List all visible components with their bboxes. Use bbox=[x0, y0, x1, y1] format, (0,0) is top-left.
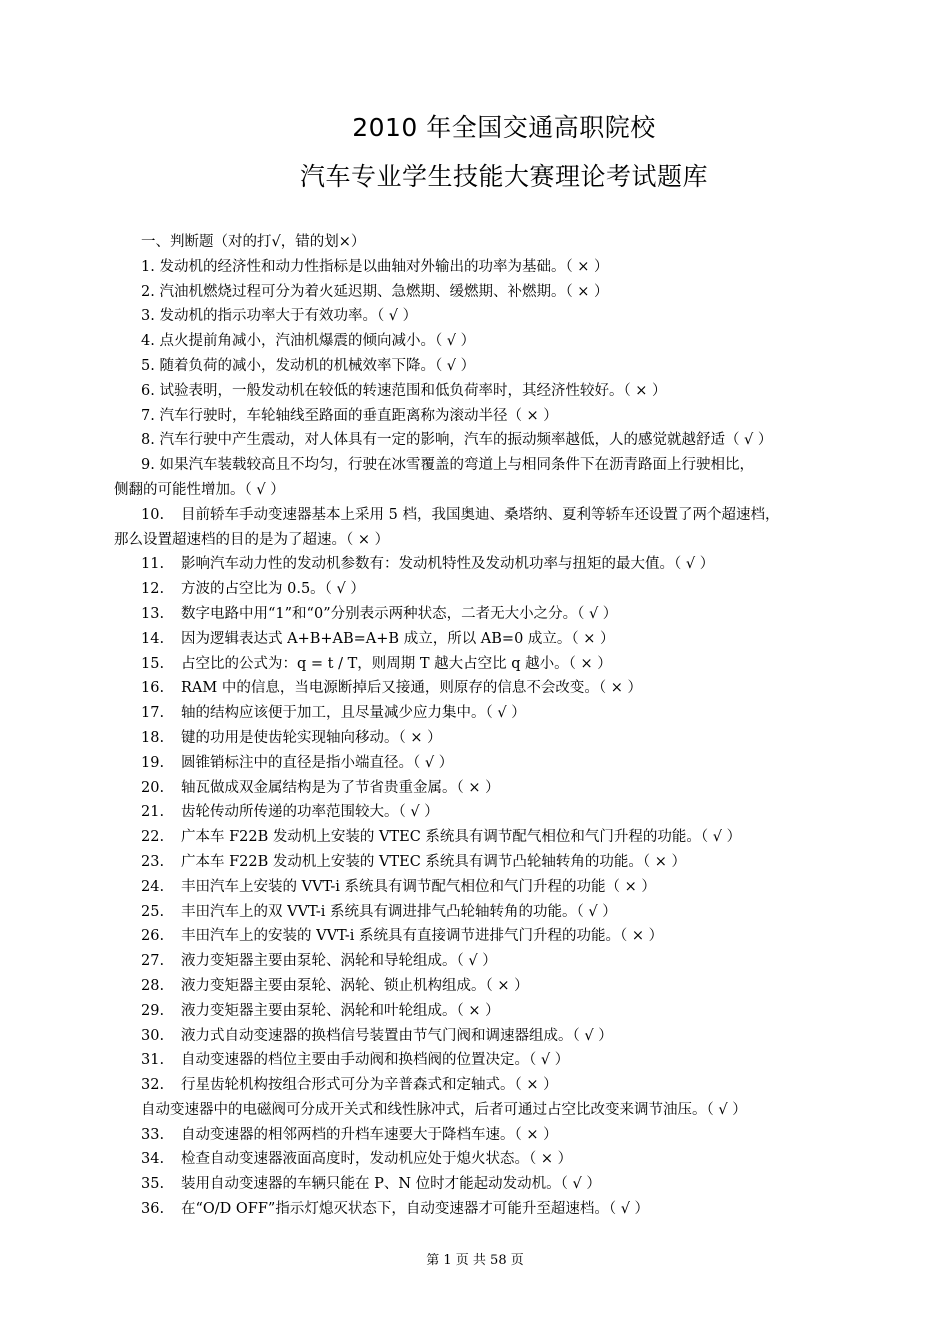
item-text: 液力变矩器主要由泵轮、涡轮和叶轮组成。（ × ） bbox=[181, 1002, 500, 1019]
item-text: 液力变矩器主要由泵轮、涡轮、锁止机构组成。（ × ） bbox=[181, 977, 529, 994]
item-number: 25. bbox=[141, 903, 165, 920]
item-number: 27. bbox=[141, 953, 165, 970]
item-number: 36. bbox=[141, 1201, 165, 1218]
item-number: 35. bbox=[141, 1176, 165, 1193]
list-item bbox=[114, 1024, 864, 1049]
list-item-continuation: 那么设置超速档的目的是为了超速。（ × ） bbox=[114, 531, 390, 548]
section-heading: 一、判断题（对的打√，错的划×） bbox=[141, 234, 366, 250]
list-item bbox=[114, 1123, 864, 1148]
list-item bbox=[114, 974, 864, 999]
item-text: 丰田汽车上的安装的 VVT-i 系统具有直接调节进排气门升程的功能。（ × ） bbox=[181, 928, 664, 945]
item-number: 18. bbox=[141, 729, 165, 746]
item-number: 17. bbox=[141, 705, 165, 722]
list-item bbox=[114, 1147, 864, 1172]
item-number: 19. bbox=[141, 754, 165, 771]
page-footer: 第 1 页 共 58 页 bbox=[426, 1253, 524, 1268]
item-number: 16. bbox=[141, 680, 165, 697]
list-item: 3. 发动机的指示功率大于有效功率。（ √ ） bbox=[141, 308, 418, 325]
item-text: 键的功用是使齿轮实现轴向移动。（ × ） bbox=[181, 729, 442, 746]
item-text: 广本车 F22B 发动机上安装的 VTEC 系统具有调节凸轮轴转角的功能。（ × ） bbox=[181, 853, 687, 870]
item-text: 在“O/D OFF”指示灯熄灭状态下，自动变速器才可能升至超速档。（ √ ） bbox=[181, 1201, 650, 1218]
list-item bbox=[114, 602, 864, 627]
item-number: 31. bbox=[141, 1052, 165, 1069]
list-item bbox=[114, 1048, 864, 1073]
item-text: 丰田汽车上的双 VVT-i 系统具有调进排气凸轮轴转角的功能。（ √ ） bbox=[181, 903, 617, 920]
list-item: 8. 汽车行驶中产生震动，对人体具有一定的影响，汽车的振动频率越低，人的感觉就越舒适（ √ ） bbox=[141, 432, 773, 449]
list-item bbox=[114, 1172, 864, 1197]
item-text: 液力变矩器主要由泵轮、涡轮和导轮组成。（ √ ） bbox=[181, 953, 497, 970]
list-item bbox=[114, 552, 864, 577]
list-item: 1. 发动机的经济性和动力性指标是以曲轴对外输出的功率为基础。（ × ） bbox=[141, 258, 609, 275]
list-item bbox=[114, 577, 864, 602]
item-text: 圆锥销标注中的直径是指小端直径。（ √ ） bbox=[181, 754, 454, 771]
item-text: 广本车 F22B 发动机上安装的 VTEC 系统具有调节配气相位和气门升程的功能。（ √ ） bbox=[181, 829, 742, 846]
item-text: 装用自动变速器的车辆只能在 P、N 位时才能起动发动机。（ √ ） bbox=[181, 1176, 601, 1193]
numbered-items-33-36 bbox=[114, 1123, 864, 1222]
list-item bbox=[114, 652, 864, 677]
list-item bbox=[114, 800, 864, 825]
list-item bbox=[114, 999, 864, 1024]
item-text: 齿轮传动所传递的功率范围较大。（ √ ） bbox=[181, 804, 439, 821]
item-text: 自动变速器的档位主要由手动阀和换档阀的位置决定。（ √ ） bbox=[181, 1052, 570, 1069]
list-item bbox=[114, 850, 864, 875]
list-item bbox=[114, 1073, 864, 1098]
list-item bbox=[114, 924, 864, 949]
item-number: 22. bbox=[141, 829, 165, 846]
numbered-items-11-32 bbox=[114, 552, 864, 1098]
item-number: 11. bbox=[141, 556, 165, 573]
item-number: 33. bbox=[141, 1126, 165, 1143]
document-title-line2: 汽车专业学生技能大赛理论考试题库 bbox=[299, 162, 708, 191]
question-list bbox=[114, 230, 864, 1222]
item-text: 方波的占空比为 0.5。（ √ ） bbox=[181, 581, 365, 598]
list-item: 4. 点火提前角减小，汽油机爆震的倾向减小。（ √ ） bbox=[141, 333, 476, 350]
item-number: 12. bbox=[141, 581, 165, 598]
item-number: 24. bbox=[141, 878, 165, 895]
item-number: 32. bbox=[141, 1077, 165, 1094]
list-item: 5. 随着负荷的减小，发动机的机械效率下降。（ √ ） bbox=[141, 357, 476, 374]
item-number: 30. bbox=[141, 1027, 165, 1044]
list-item bbox=[114, 751, 864, 776]
item-text: 检查自动变速器液面高度时，发动机应处于熄火状态。（ × ） bbox=[181, 1151, 573, 1168]
item-text: 液力式自动变速器的换档信号装置由节气门阀和调速器组成。（ √ ） bbox=[181, 1027, 613, 1044]
item-number: 14. bbox=[141, 630, 165, 647]
item-number: 26. bbox=[141, 928, 165, 945]
item-text: 丰田汽车上安装的 VVT-i 系统具有调节配气相位和气门升程的功能（ × ） bbox=[181, 878, 656, 895]
item-text: 行星齿轮机构按组合形式可分为辛普森式和定轴式。（ × ） bbox=[181, 1077, 558, 1094]
list-item bbox=[114, 701, 864, 726]
item-text: 自动变速器的相邻两档的升档车速要大于降档车速。（ × ） bbox=[181, 1126, 558, 1143]
item-number: 20. bbox=[141, 779, 165, 796]
item-number: 13. bbox=[141, 605, 165, 622]
item-text: 占空比的公式为：q = t / T，则周期 T 越大占空比 q 越小。（ × ） bbox=[181, 655, 612, 672]
list-item bbox=[114, 503, 864, 528]
item-number: 28. bbox=[141, 977, 165, 994]
item-number: 15. bbox=[141, 655, 165, 672]
list-item bbox=[114, 627, 864, 652]
list-item bbox=[114, 1197, 864, 1222]
item-text: 轴的结构应该便于加工，且尽量减少应力集中。（ √ ） bbox=[181, 705, 526, 722]
list-item bbox=[114, 900, 864, 925]
list-item: 6. 试验表明，一般发动机在较低的转速范围和低负荷率时，其经济性较好。（ × ） bbox=[141, 382, 667, 399]
item-number: 10. bbox=[141, 506, 165, 523]
item-text: 目前轿车手动变速器基本上采用 5 档，我国奥迪、桑塔纳、夏利等轿车还设置了两个超速档， bbox=[181, 506, 780, 523]
list-item bbox=[114, 949, 864, 974]
item-number: 34. bbox=[141, 1151, 165, 1168]
list-item bbox=[114, 676, 864, 701]
item-text: 影响汽车动力性的发动机参数有：发动机特性及发动机功率与扭矩的最大值。（ √ ） bbox=[181, 556, 715, 573]
list-item: 7. 汽车行驶时，车轮轴线至路面的垂直距离称为滚动半径（ × ） bbox=[141, 407, 558, 424]
list-item: 2. 汽油机燃烧过程可分为着火延迟期、急燃期、缓燃期、补燃期。（ × ） bbox=[141, 283, 609, 300]
list-item-unnumbered: 自动变速器中的电磁阀可分成开关式和线性脉冲式，后者可通过占空比改变来调节油压。（ √ ） bbox=[141, 1101, 747, 1118]
list-item bbox=[114, 776, 864, 801]
list-item bbox=[114, 875, 864, 900]
item-number: 29. bbox=[141, 1002, 165, 1019]
document-title-line1: 2010 年全国交通高职院校 bbox=[352, 113, 656, 142]
item-text: 轴瓦做成双金属结构是为了节省贵重金属。（ × ） bbox=[181, 779, 500, 796]
list-item bbox=[114, 726, 864, 751]
list-item bbox=[114, 825, 864, 850]
item-number: 23. bbox=[141, 853, 165, 870]
item-text: 数字电路中用“1”和“0”分别表示两种状态，二者无大小之分。（ √ ） bbox=[181, 605, 618, 622]
item-number: 21. bbox=[141, 804, 165, 821]
item-text: 因为逻辑表达式 A+B+AB=A+B 成立，所以 AB=0 成立。（ × ） bbox=[181, 630, 615, 647]
item-text: RAM 中的信息，当电源断掉后又接通，则原存的信息不会改变。（ × ） bbox=[181, 680, 642, 697]
list-item: 9. 如果汽车装载较高且不均匀，行驶在冰雪覆盖的弯道上与相同条件下在沥青路面上行驶相比， bbox=[141, 457, 754, 474]
list-item-continuation: 侧翻的可能性增加。（ √ ） bbox=[114, 481, 285, 498]
